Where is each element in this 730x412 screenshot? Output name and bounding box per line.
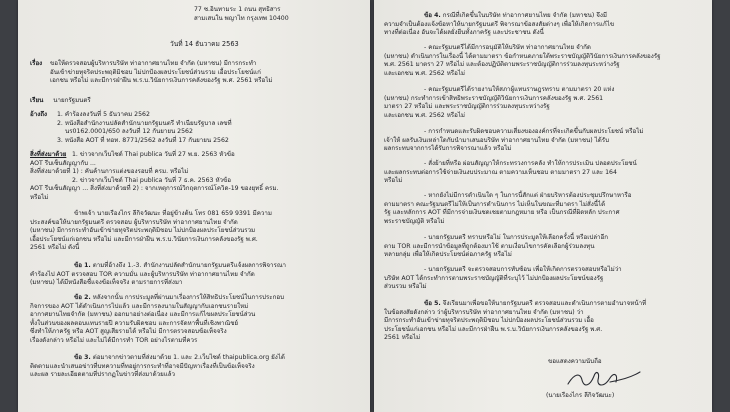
- item-line: อากาศยานไทยจำกัด (มหาชน) ออกมาอย่างต่อเนื่อง และมีการแก้ไขผลประโยชน์ส่วน: [30, 311, 256, 319]
- body-line: เอื้อประโยชน์แก่เอกชน หรือไม่ และมีการฝ่าฝืน พ.ร.บ.วินัยการเงินการคลังของรัฐ พ.ศ.: [30, 235, 258, 243]
- point-line: - คณะรัฐมนตรีได้รายงานให้สภาผู้แทนราษฎรทราบ ตามมาตรา 20 แห่ง: [424, 86, 615, 93]
- point-line: และเอกชน พ.ศ. 2562 หรือไม่: [384, 111, 466, 119]
- point-line: เจ้าให้ ผลรับเงินเหล่าใดกับนำมาเสนอบริษัท ท่าอากาศยานไทย จำกัด (มหาชน) ได้รับ: [384, 136, 610, 144]
- item-line: เรื่องดังกล่าว หรือไม่ และไม่ได้มีการทำ TOR อย่างไรตามที่ควร: [30, 336, 198, 344]
- point-line: พ.ศ. 2561 มาตรา 27 หรือไม่ และต้องปฏิบัติตามพระราชบัญญัติการร่วมลงทุนระหว่างรัฐ: [384, 61, 620, 69]
- item-5-label: ข้อ 5.: [424, 300, 441, 307]
- enclosure-line: 2. ข่าวจากเว็บไซด์ Thai publica วันที่ 7 ธ.ค. 2563 หัวข้อ: [72, 176, 231, 184]
- item-line: (มหาชน) ได้มีหนังสือชี้แจงข้อเท็จจริง ตามรายการที่ส่งมา: [30, 279, 183, 287]
- salutation-text: นายกรัฐมนตรี: [53, 97, 91, 104]
- item-line: ติดตามและนำเสนอข่าวที่บทความที่ทอยู่การกระทำที่อาจมีปัญหาเรื่องที่เป็นข้อเท็จจริง: [30, 362, 255, 370]
- point-line: และเอกชน พ.ศ. 2562 หรือไม่: [384, 69, 466, 77]
- body-line: ข้าพเจ้า นายเรืองไกร ลีกิจวัฒนะ ที่อยู่ข้างต้น โทร 081 659 9391 มีความ: [74, 210, 272, 217]
- item-line: และผล รายละเอียดตามที่ปรากฏในข่าวที่ส่งมาด้วยแล้ว: [30, 371, 176, 379]
- letter-page-left: [18, 0, 370, 412]
- item-line: คำร้องไป AOT ตรวจสอบ TOR ความมั่น และผู้บริหารบริษัท ท่าอากาศยานไทย จำกัด: [30, 270, 255, 278]
- point-line: บริษัท AOT ได้กระทำการตามพระราชบัญญัติที่ระบุไว้ ไม่ปกป้องผลประโยชน์ของรัฐ: [384, 274, 604, 282]
- point-line: - นายกรัฐมนตรี ทราบหรือไม่ ในการประมูลให้เลือกครั้งนี้ หรือเปล่าอีก: [424, 234, 608, 241]
- reference-item: 1. คำร้องลงวันที่ 5 ธันวาคม 2562: [57, 111, 150, 118]
- letter-page-right: [374, 0, 712, 412]
- item-line: ความจำเป็นต้องแจ้งข้อหาให้นายกรัฐมนตรี พิจารณาข้อสงสัยต่างๆ เพื่อให้เกิดการแก้ไข: [384, 20, 615, 28]
- point-7: [384, 266, 622, 292]
- subject-line: ขอให้ตรวจสอบผู้บริหารบริษัท ท่าอากาศยานไทย จำกัด (มหาชน) มีการกระทำ: [50, 60, 257, 67]
- point-line: ส่วนรวม หรือไม่: [384, 283, 427, 291]
- item-3: [30, 354, 285, 380]
- enclosure-line: สิ่งที่ส่งมาด้วยที่ 1) : คันค้านการแต่งของรอบที่ ครม. หรือไม่: [30, 168, 189, 176]
- item-4: [384, 12, 614, 38]
- sender-address: [194, 6, 289, 23]
- point-line: และผลกระทบต่อการใช้จ่ายเงินงบประมาณ ตามความเห็นชอบ ตามมาตรา 27 และ 164: [384, 168, 617, 176]
- point-2: [384, 86, 614, 120]
- item-line: หลังจากนั้น การประมูลที่ผ่านมาเรื่องการให้สิทธิประโยชน์ในการประกอบ: [92, 294, 285, 301]
- letter-date: วันที่ 14 ธันวาคม 2563: [170, 40, 239, 48]
- item-line: ทางที่ต่อเนื่อง อันจะได้ผลยั่งยืนทั้งภาครัฐ และประชาชน ดังนี้: [384, 29, 544, 37]
- point-line: - หากยังไม่มีการดำเนินใด ๆ ในการนี้สักแต่ ฝ่ายบริหารต้องประชุมปรึกษาหารือ: [424, 192, 632, 199]
- reference-label: อ้างถึง: [30, 111, 47, 118]
- point-line: รัฐ และหลักการ AOT ที่มีการจ่ายเงินชดเชยตามกฎหมาย หรือ เป็นกรณีที่ผิดหลัก ประกาศ: [384, 209, 620, 217]
- point-line: - คณะรัฐมนตรีได้มีการอนุมัติให้บริษัท ท่าอากาศยานไทย จำกัด: [424, 44, 591, 51]
- enclosure-line: AOT รีบเซ็นสัญญา ... สิ่งที่ส่งมาด้วยที่ 2) : จากเหตุการณ์วิกฤตการณ์โควิด-19 ของยุทธิ์ ครม.: [30, 185, 279, 193]
- point-line: (มหาชน) ดำเนินการในเรื่องนี้ ได้ตามมาตรา ข้อกำหนดภายใต้พระราชบัญญัติวินัยการเงินการคลังของรัฐ: [384, 52, 661, 60]
- reference-item: 2. หนังสือสำนักงานปลัดสำนักนายกรัฐมนตรี ทำเนียบรัฐบาล เลขที่: [57, 119, 232, 127]
- item-1-label: ข้อ 1.: [74, 262, 91, 269]
- point-5: [384, 192, 631, 226]
- item-3-label: ข้อ 3.: [74, 354, 91, 361]
- item-line: ซึ่งทำให้ภาครัฐ หรือ AOT สูญเสียรายได้ หรือไม่ มีการตรวจสอบข้อเท็จจริง: [30, 328, 227, 336]
- enclosure-line: หรือไม่: [30, 194, 49, 201]
- point-3: [384, 128, 643, 154]
- address-line: สามเสนใน พญาไท กรุงเทพ 10400: [194, 14, 289, 22]
- salutation-label: เรียน: [30, 97, 44, 104]
- point-1: [384, 44, 661, 78]
- body-line: 2561 หรือไม่ ดังนี้: [30, 244, 80, 252]
- address-line: 77 ซ.อินทามระ 1 ถนน สุทธิสาร: [194, 6, 281, 13]
- body-intro: [30, 210, 272, 253]
- point-line: - การกำหนดและรับผิดชอบความเสี่ยงขององค์กรที่จะเกิดขึ้นกับผลประโยชน์ หรือไม่: [424, 128, 644, 135]
- point-line: มาตรา 27 หรือไม่ และพระราชบัญญัติการร่วมลงทุนระหว่างรัฐ: [384, 103, 550, 111]
- item-line: ประโยชน์แก่เอกชน หรือไม่ และมีการฝ่าฝืน พ.ร.บ.วินัยการเงินการคลังของรัฐ พ.ศ.: [384, 325, 603, 333]
- signatory-name: (นายเรืองไกร ลีกิจวัฒนะ): [546, 392, 615, 399]
- point-line: พระราชบัญญัติ หรือไม่: [384, 217, 445, 225]
- item-line: ทั้งในส่วนของผลตอบแทนรายปี ความรับผิดชอบ และการจัดหาพื้นที่เชิงพาณิชย์: [30, 319, 239, 327]
- point-4: [384, 160, 637, 186]
- item-line: จึงเรียนมาเพื่อขอให้นายกรัฐมนตรี ตรวจสอบและดำเนินการตามอำนาจหน้าที่: [442, 300, 647, 307]
- closing: ขอแสดงความนับถือ: [548, 358, 602, 365]
- reference-item: นร0162.0001/650 ลงวันที่ 12 กันยายน 2562: [65, 128, 193, 136]
- item-line: ตามที่อ้างถึง 1.-3. สำนักงานปลัดสำนักนายกรัฐมนตรีแจ้งผลการพิจารณา: [92, 262, 287, 269]
- point-line: (มหาชน) กระทำการเข้าสิทธิพระราชบัญญัติวินัยการเงินการคลังของรัฐ พ.ศ. 2561: [384, 94, 604, 102]
- subject-line: เอกชน หรือไม่ และมีการฝ่าฝืน พ.ร.บ.วินัยการเงินการคลังของรัฐ พ.ศ. 2561 หรือไม่: [50, 77, 273, 85]
- subject-label: เรื่อง: [30, 60, 43, 67]
- body-line: ประสงค์ขอให้นายกรัฐมนตรี ตรวจสอบ ผู้บริหารบริษัท ท่าอากาศยานไทย จำกัด: [30, 218, 238, 226]
- subject-line: อันเข้าข่ายทุจริตประพฤติมิชอบ ไม่ปกป้องผลประโยชน์ส่วนรวม เอื้อประโยชน์แก่: [50, 68, 261, 76]
- point-line: หรือไม่: [384, 177, 403, 185]
- item-2-label: ข้อ 2.: [74, 294, 91, 301]
- point-line: ผลกระทบจากการได้รับการพิจารณาแล้ว หรือไม่: [384, 145, 512, 153]
- item-line: 2561 หรือไม่: [384, 334, 421, 342]
- item-1: [30, 262, 286, 288]
- point-line: ตาม TOR และมีการนำข้อมูลที่ถูกต้องมาใช้ ตามเงื่อนไขการคัดเลือกผู้ร่วมลงทุน: [384, 242, 595, 250]
- item-line: กรณีที่เกิดขึ้นในบริษัท ท่าอากาศยานไทย จำกัด (มหาชน) จึงมี: [442, 12, 608, 19]
- item-line: กิจการของ AOT ได้ดำเนินการไปแล้ว และมีการลงนามในสัญญากับเอกชนรายใหม่: [30, 302, 249, 310]
- item-line: ในข้อสงสัยดังกล่าว ว่าผู้บริหารบริษัท ท่าอากาศยานไทย จำกัด (มหาชน) ว่า: [384, 308, 584, 316]
- item-5: [384, 300, 646, 343]
- item-line: ต่อมาจากข่าวตามที่ส่งมาด้วย 1. และ 2.เว็บไซต์ thaipublica.org ยังได้: [92, 354, 285, 361]
- point-line: ตามมาตรา คณะรัฐมนตรีไม่ให้เป็นการดำเนินการ ไม่เห็นในขณะที่มาตรา ไม่สั่งนี้ได้: [384, 200, 606, 208]
- point-6: [384, 234, 608, 260]
- point-line: หลายกลุ่ม เพื่อให้เกิดประโยชน์ต่อภาครัฐ หรือไม่: [384, 251, 512, 259]
- enclosure-line: AOT รีบเซ็นสัญญากับ ...: [30, 159, 96, 167]
- point-line: - สั่งย้ายที่หรือ ผ่อนสัญญาให้กระทรวงการคลัง ทำให้การประเมิน ปลอดประโยชน์: [424, 160, 637, 167]
- enclosure-line: 1. ข่าวจากเว็บไซด์ Thai publica วันที่ 27 พ.ย. 2563 หัวข้อ: [72, 151, 235, 158]
- item-line: มีการกระทำอันเข้าข่ายทุจริตประพฤติมิชอบ ไม่ปกป้องผลประโยชน์ส่วนรวม เอื้อ: [384, 317, 594, 325]
- signature-image: [564, 366, 644, 392]
- body-line: (มหาชน) มีการกระทำอันเข้าข่ายทุจริตประพฤติมิชอบ ไม่ปกป้องผลประโยชน์ส่วนรวม: [30, 227, 256, 235]
- item-4-label: ข้อ 4.: [424, 12, 441, 19]
- item-2: [30, 294, 284, 346]
- point-line: - นายกรัฐมนตรี จะตรวจสอบการทับซ้อน เพื่อให้เกิดการตรวจสอบหรือไม่ว่า: [424, 266, 622, 273]
- enclosure-label: สิ่งที่ส่งมาด้วย: [30, 151, 67, 158]
- salutation-block: [30, 97, 91, 106]
- reference-item: 3. หนังสือ AOT ที่ ทอท. 8771/2562 ลงวันที่ 17 กันยายน 2562: [57, 136, 229, 144]
